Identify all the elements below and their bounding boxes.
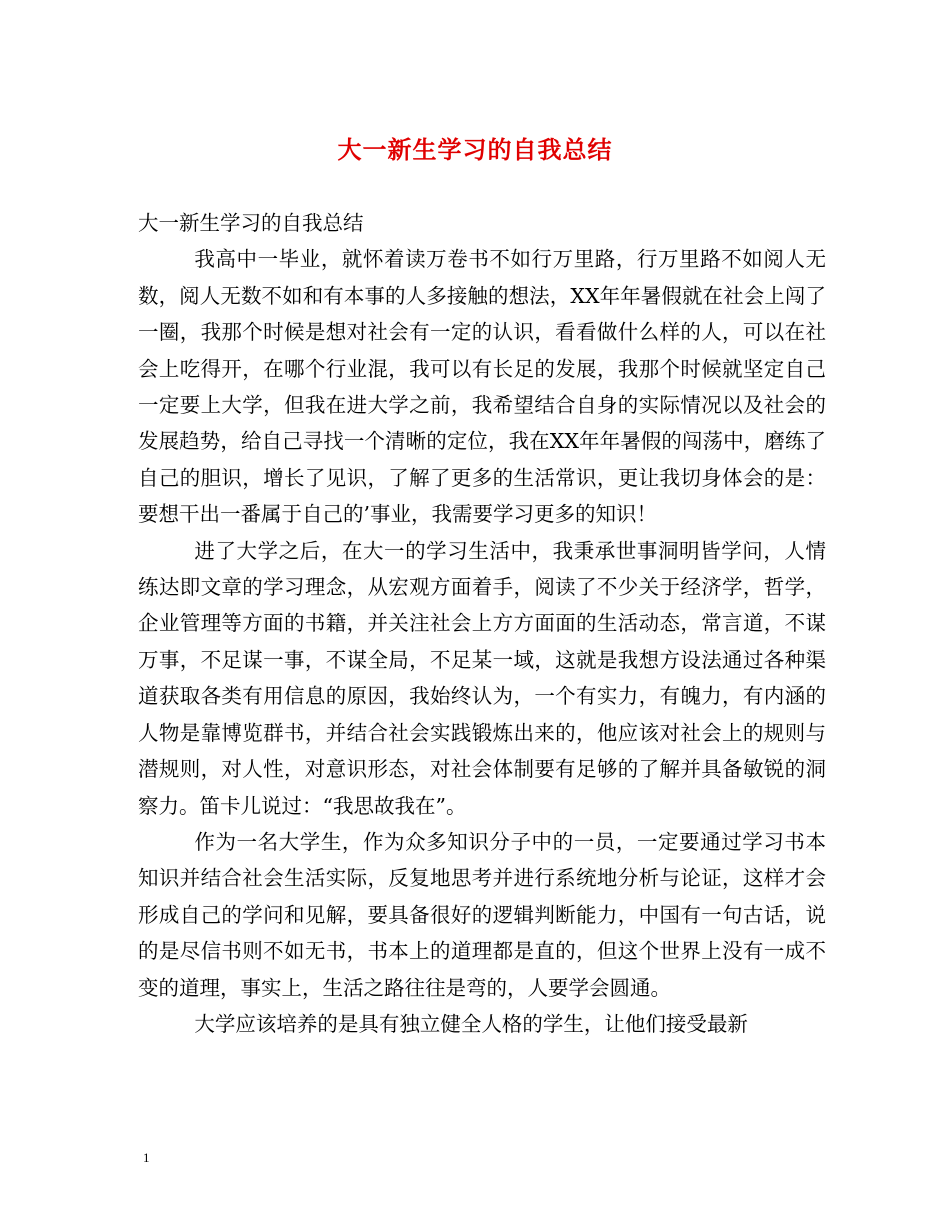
paragraph-1: 我高中一毕业，就怀着读万卷书不如行万里路，行万里路不如阅人无数，阅人无数不如和有本事的人多接触的想法，XX年年暑假就在社会上闯了一圈，我那个时候是想对社会有一定的认识，看看做什么样的人，可以在社会上吃得开，在哪个行业混，我可以有长足的发展，我那个时候就坚定自己一定要上大学，但我在进大学之前，我希望结合自身的实际情况以及社会的发展趋势，给自己寻找一个清晰的定位，我在XX年年暑假的闯荡中，磨练了自己的胆识，增长了见识，了解了更多的生活常识，更让我切身体会的是：要想干出一番属于自己的’事业，我需要学习更多的知识！: [138, 247, 826, 527]
paragraph-2: 进了大学之后，在大一的学习生活中，我秉承世事洞明皆学问，人情练达即文章的学习理念，从宏观方面着手，阅读了不少关于经济学，哲学，企业管理等方面的书籍，并关注社会上方方面面的生活动态，常言道，不谋万事，不足谋一事，不谋全局，不足某一域，这就是我想方设法通过各种渠道获取各类有用信息的原因，我始终认为，一个有实力，有魄力，有内涵的人物是靠博览群书，并结合社会实践锻炼出来的，他应该对社会上的规则与潜规则，对人性，对意识形态，对社会体制要有足够的了解并具备敏锐的洞察力。笛卡儿说过：“我思故我在”。: [138, 538, 826, 818]
page-number: 1: [143, 1150, 150, 1165]
document-body: [138, 205, 826, 1042]
document-title: 大一新生学习的自我总结: [337, 136, 613, 164]
document-subtitle: 大一新生学习的自我总结: [138, 211, 364, 235]
paragraph-3: 作为一名大学生，作为众多知识分子中的一员，一定要通过学习书本知识并结合社会生活实际，反复地思考并进行系统地分析与论证，这样才会形成自己的学问和见解，要具备很好的逻辑判断能力，中国有一句古话，说的是尽信书则不如无书，书本上的道理都是直的，但这个世界上没有一成不变的道理，事实上，生活之路往往是弯的，人要学会圆通。: [138, 829, 826, 1000]
paragraph-4: 大学应该培养的是具有独立健全人格的学生，让他们接受最新: [194, 1011, 748, 1036]
